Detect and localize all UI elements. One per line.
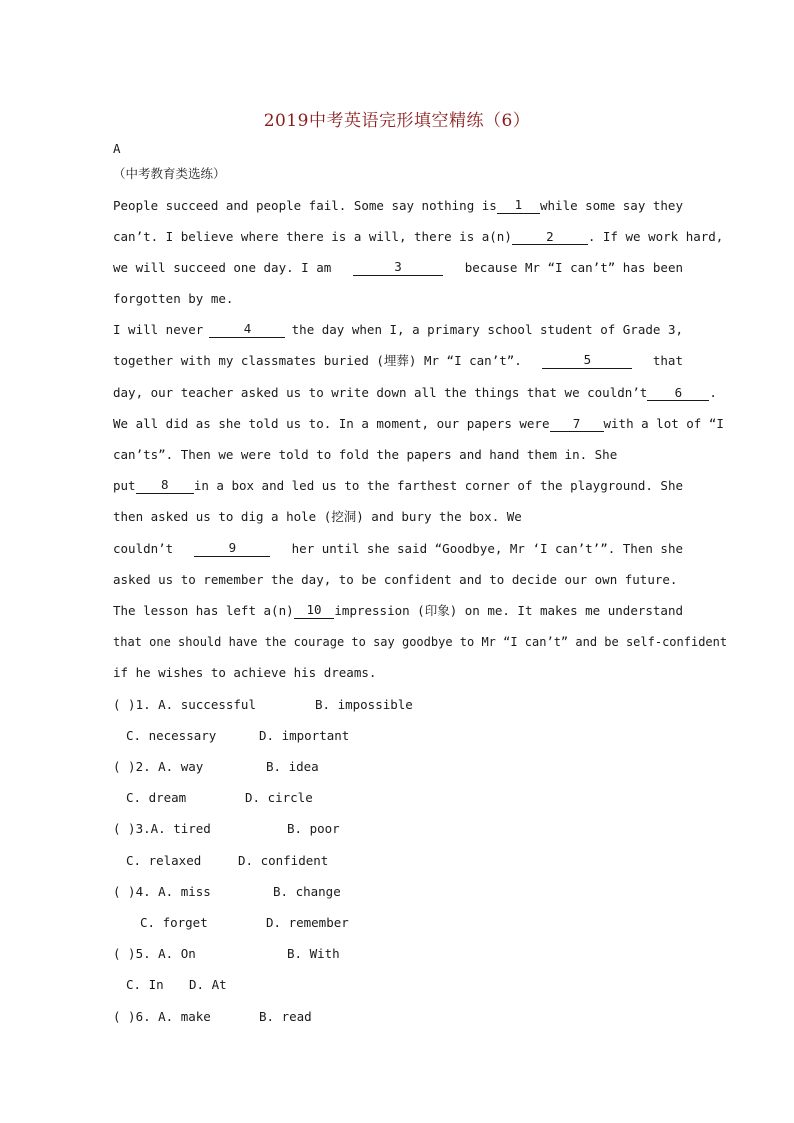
passage-line-9: can’ts”. Then we were told to fold the papers and hand them in. She: [113, 447, 618, 462]
question-6-stem-a: ( )6. A. make: [113, 1009, 211, 1024]
passage-line-1: [113, 198, 683, 214]
passage-line-14: [113, 603, 683, 619]
passage-line-12: [113, 541, 683, 557]
passage-line-13: asked us to remember the day, to be confident and to decide our own future.: [113, 572, 678, 587]
passage-text: in a box and led us to the farthest corner of the playground. She: [193, 478, 683, 493]
blank-5: 5: [542, 353, 632, 369]
question-4-option-d: D. remember: [266, 915, 349, 930]
passage-text: together with my classmates buried (埋葬) Mr “I can’t”.: [113, 353, 522, 368]
question-1-option-b: B. impossible: [315, 697, 413, 712]
passage-text: We all did as she told us to. In a moment, our papers were: [113, 416, 550, 431]
passage-text: the day when I, a primary school student of Grade 3,: [291, 322, 683, 337]
blank-1: 1: [497, 198, 540, 214]
question-6-option-b: B. read: [259, 1009, 312, 1024]
passage-text: while some say they: [540, 198, 683, 213]
passage-text: .: [709, 385, 717, 400]
blank-3: 3: [353, 260, 443, 276]
question-3-option-b: B. poor: [287, 821, 340, 836]
passage-text: impression (印象) on me. It makes me understand: [334, 603, 683, 618]
passage-line-2: [113, 229, 724, 245]
passage-text: day, our teacher asked us to write down all the things that we couldn’t: [113, 385, 648, 400]
question-1-stem-a: ( )1. A. successful: [113, 697, 256, 712]
passage-line-5: [113, 322, 683, 338]
passage-text: put: [113, 478, 136, 493]
page-title: 2019中考英语完形填空精练（6）: [263, 111, 531, 131]
question-2-option-c: C. dream: [126, 790, 187, 805]
passage-text: can’t. I believe where there is a will, there is a(n): [113, 229, 512, 244]
passage-line-4: forgotten by me.: [113, 291, 234, 306]
passage-text: couldn’t: [113, 541, 174, 556]
blank-7: 7: [550, 417, 604, 432]
question-5-stem-a: ( )5. A. On: [113, 946, 196, 961]
question-5-option-b: B. With: [287, 946, 340, 961]
passage-text: that: [652, 353, 683, 368]
passage-text: . If we work hard,: [587, 229, 724, 244]
passage-line-3: [113, 260, 683, 276]
section-label: A: [113, 141, 121, 156]
passage-text: because Mr “I can’t” has been: [464, 260, 683, 275]
passage-line-16: if he wishes to achieve his dreams.: [113, 665, 377, 680]
source-note: （中考教育类选练）: [113, 166, 226, 181]
blank-8: 8: [136, 478, 194, 494]
question-4-option-c: C. forget: [140, 915, 208, 930]
passage-text: we will succeed one day. I am: [113, 260, 332, 275]
passage-line-7: [113, 385, 717, 401]
passage-line-8: [113, 416, 724, 432]
blank-2: 2: [512, 230, 588, 245]
passage-text: with a lot of “I: [603, 416, 724, 431]
question-2-stem-a: ( )2. A. way: [113, 759, 204, 774]
question-1-option-c: C. necessary: [126, 728, 217, 743]
question-5-option-c: C. In: [126, 977, 164, 992]
blank-4: 4: [209, 322, 285, 338]
question-1-option-d: D. important: [259, 728, 350, 743]
passage-text: I will never: [113, 322, 204, 337]
question-3-stem-a: ( )3.A. tired: [113, 821, 211, 836]
question-3-option-c: C. relaxed: [126, 853, 202, 868]
blank-10: 10: [294, 603, 335, 619]
passage-line-6: [113, 353, 683, 369]
passage-line-10: [113, 478, 683, 494]
passage-line-15: that one should have the courage to say goodbye to Mr “I can’t” and be self-confident: [113, 635, 728, 649]
passage-text: People succeed and people fail. Some say nothing is: [113, 198, 497, 213]
question-3-option-d: D. confident: [238, 853, 329, 868]
blank-6: 6: [647, 386, 709, 401]
passage-line-11: then asked us to dig a hole (挖洞) and bury the box. We: [113, 509, 522, 524]
question-4-option-b: B. change: [273, 884, 341, 899]
question-2-option-d: D. circle: [245, 790, 313, 805]
question-2-option-b: B. idea: [266, 759, 319, 774]
passage-text: The lesson has left a(n): [113, 603, 294, 618]
passage-text: her until she said “Goodbye, Mr ‘I can’t’”. Then she: [291, 541, 683, 556]
question-4-stem-a: ( )4. A. miss: [113, 884, 211, 899]
question-5-option-d: D. At: [189, 977, 227, 992]
blank-9: 9: [194, 541, 270, 557]
